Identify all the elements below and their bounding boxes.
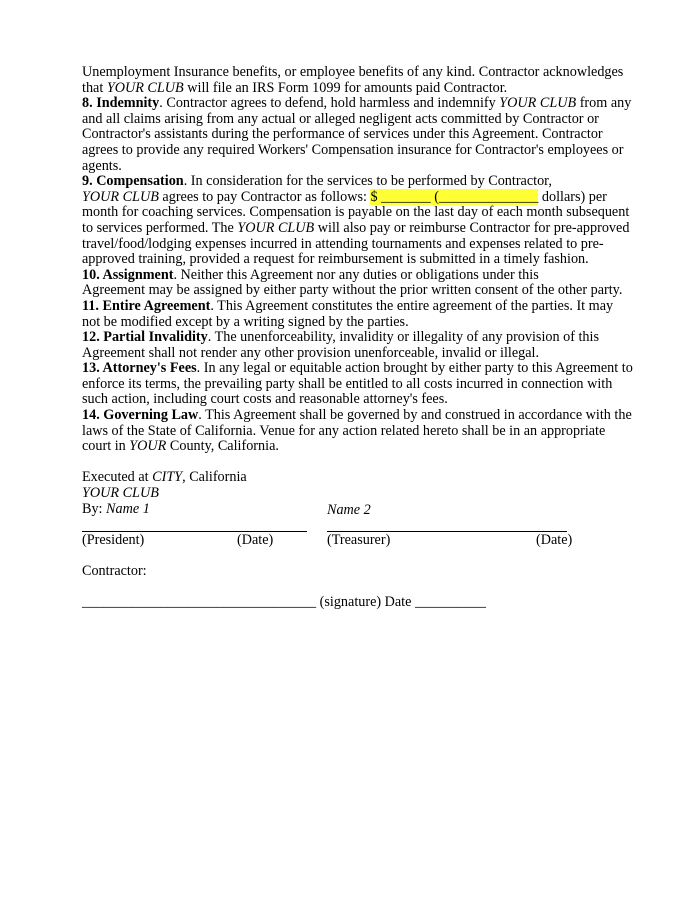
by-line: By: Name 1 [82,500,150,517]
signature-block [82,470,622,670]
contractor-signature-line[interactable]: _________________________________ (signature) Date __________ [82,594,486,611]
section-12-partial-invalidity: 12. Partial Invalidity. The unenforceability, invalidity or illegality of any provision of this [82,329,599,346]
text-line: that YOUR CLUB will file an IRS Form 1099 for amounts paid Contractor. [82,79,508,96]
text-line: not be modified except by a writing signed by the parties. [82,313,409,330]
section-heading: 12. Partial Invalidity [82,329,208,346]
text-line: agents. [82,157,122,174]
section-9-compensation: 9. Compensation. In consideration for the services to be performed by Contractor, [82,173,552,190]
section-10-assignment: 10. Assignment. Neither this Agreement nor any duties or obligations under this [82,266,539,283]
text-line: month for coaching services. Compensation is payable on the last day of each month subsequent [82,204,630,221]
president-date-label: (Date) [237,532,274,549]
text-line: enforce its terms, the prevailing party shall be entitled to all costs incurred in connection with [82,375,613,392]
club-name: YOUR CLUB [82,485,159,502]
section-heading: 10. Assignment [82,266,174,283]
section-heading: 9. Compensation [82,173,184,190]
text-line: Contractor's assistants during the performance of services under this Agreement. Contractor [82,126,603,143]
executed-at-line: Executed at CITY, California [82,469,247,486]
treasurer-label: (Treasurer) [327,532,391,549]
text-line: such action, including court costs and reasonable attorney's fees. [82,391,448,408]
signer-name-2: Name 2 [327,501,371,518]
section-14-governing-law: 14. Governing Law. This Agreement shall be governed by and construed in accordance with the [82,407,632,424]
treasurer-date-label: (Date) [536,532,573,549]
section-8-indemnity: 8. Indemnity. Contractor agrees to defend, hold harmless and indemnify YOUR CLUB from any [82,95,632,112]
text-line: to services performed. The YOUR CLUB will also pay or reimburse Contractor for pre-approved [82,219,630,236]
text-line: Unemployment Insurance benefits, or employee benefits of any kind. Contractor acknowledges [82,64,624,80]
text-line: travel/food/lodging expenses incurred in attending tournaments and expenses related to pre- [82,235,604,252]
text-line: and all claims arising from any actual or alleged negligent acts committed by Contractor or [82,110,599,127]
text-line: agrees to provide any required Workers' Compensation insurance for Contractor's employees or [82,141,624,158]
agreement-body [82,64,633,455]
text-line: Agreement shall not render any other provision unenforceable, invalid or illegal. [82,344,539,361]
compensation-amount-field[interactable]: $ _______ (______________ [370,188,539,205]
section-heading: 13. Attorney's Fees [82,360,197,377]
contractor-label: Contractor: [82,563,147,580]
section-heading: 8. Indemnity [82,95,160,112]
section-13-attorneys-fees: 13. Attorney's Fees. In any legal or equitable action brought by either party to this Agreement to [82,360,633,377]
document-page [82,64,633,670]
section-heading: 11. Entire Agreement [82,297,211,314]
text-line: laws of the State of California. Venue for any action related hereto shall be in an appropriate [82,422,606,439]
text-line: approved training, provided a request for reimbursement is submitted in a timely fashion. [82,251,589,268]
text-line: Agreement may be assigned by either party without the prior written consent of the other party. [82,282,623,299]
president-label: (President) [82,532,145,549]
section-heading: 14. Governing Law [82,407,199,424]
signer-name-1: Name 1 [106,500,150,517]
text-line: YOUR CLUB agrees to pay Contractor as follows: $ _______ (______________ dollars) per [82,188,607,205]
text-line: court in YOUR County, California. [82,438,279,455]
section-11-entire-agreement: 11. Entire Agreement. This Agreement constitutes the entire agreement of the parties. It may [82,297,614,314]
